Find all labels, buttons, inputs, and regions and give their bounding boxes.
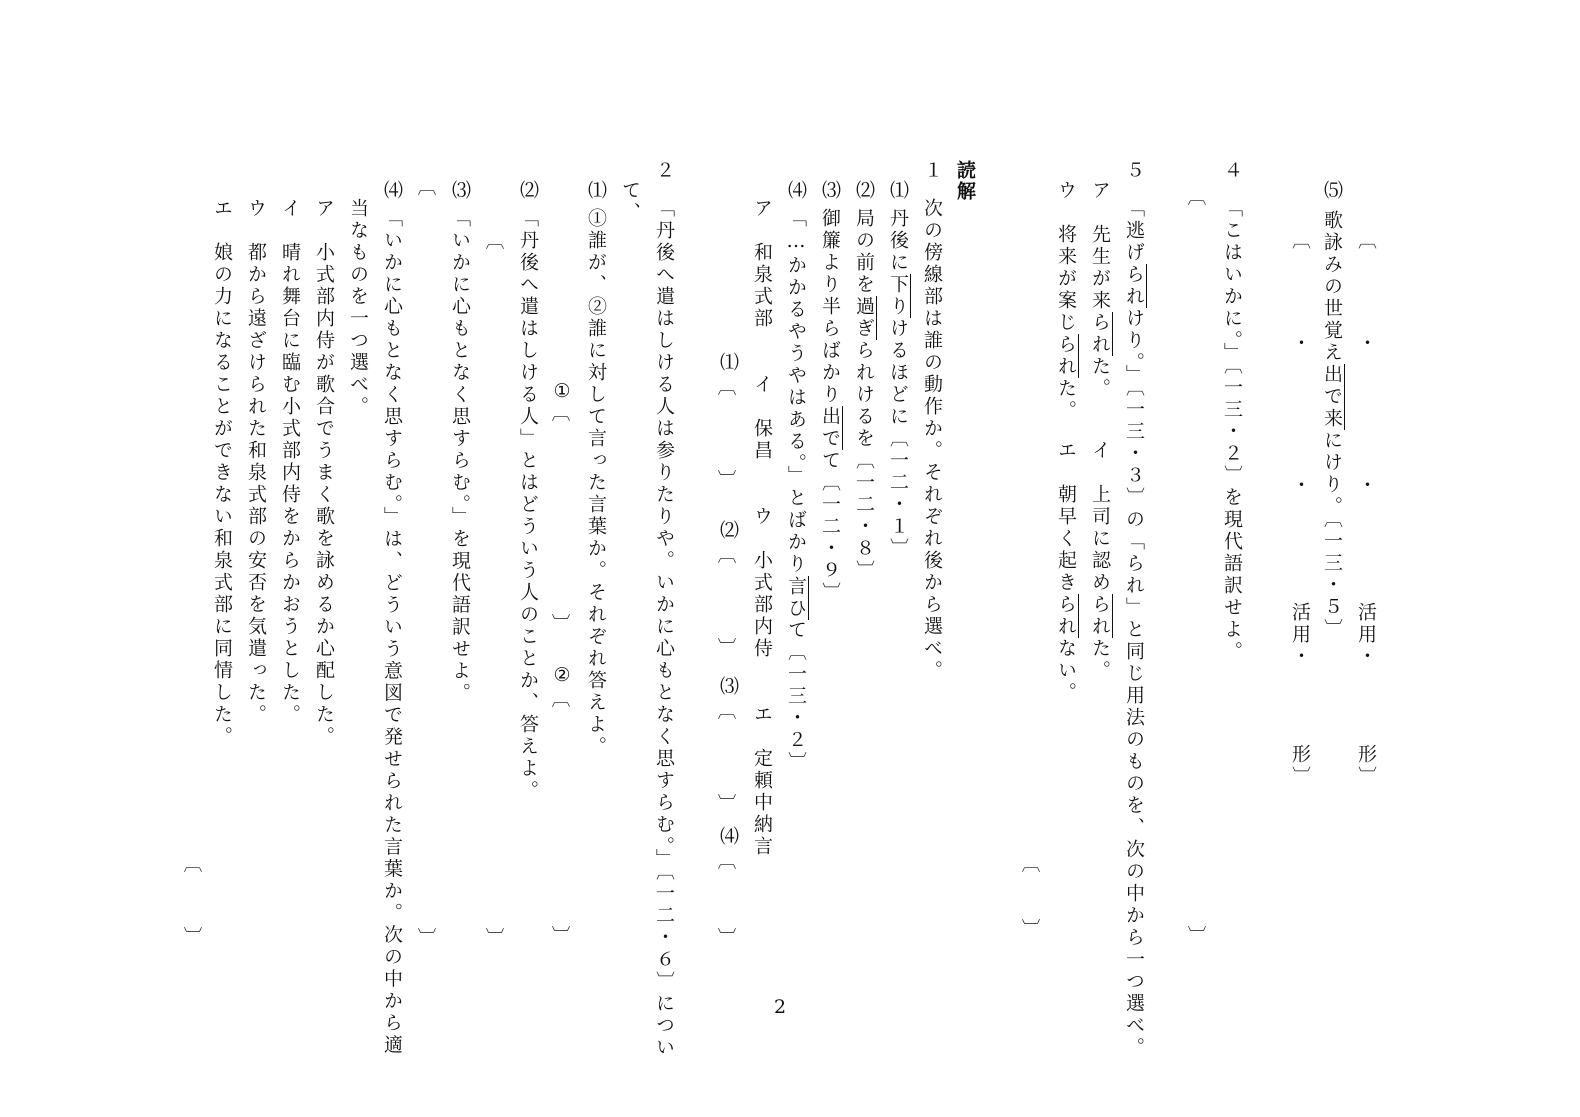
choice-text: エ 朝早く起き <box>1055 440 1077 594</box>
q1-item-4 <box>786 180 805 774</box>
underlined-word: 下り <box>887 274 909 318</box>
item-text: けるほどに〔一二・１〕 <box>887 318 909 560</box>
question-4-number: ４ <box>1221 160 1243 182</box>
answer-label-2: ⑵ <box>717 520 739 542</box>
answer-dot: ・ <box>1289 333 1311 355</box>
q2-item-2 <box>518 180 537 802</box>
item-label: ⑶ <box>819 180 841 202</box>
answer-label-1: ⑴ <box>717 352 739 374</box>
item-label: ⑵ <box>517 180 539 202</box>
item-text: 局の前を <box>853 208 875 296</box>
choice-a <box>1090 180 1109 400</box>
item-text: 「逃げ <box>1123 198 1145 264</box>
item-text: ①誰が、②誰に対して言った言葉か。それぞれ答えよ。 <box>585 208 607 758</box>
underlined-word: 言ひ <box>785 575 807 620</box>
answer-label-q2-1: ① <box>551 380 573 405</box>
q2-item-3 <box>450 180 469 705</box>
item-text: て〔一二・９〕 <box>819 450 841 604</box>
choice-text: ウ 将来が案じ <box>1055 180 1077 334</box>
underlined-word: られ <box>1089 312 1111 356</box>
answer-box-q2-4 <box>182 855 204 947</box>
item-text: 「いかに心もとなく思すらむ。」は、どういう意図で発せられた言葉か。次の中から適 <box>381 208 403 1057</box>
item-text: にけり。〔一三・５〕 <box>1321 430 1343 641</box>
question-5-text <box>1124 198 1143 1059</box>
answer-box-close <box>1186 862 1208 946</box>
q2-item-4-line2: 当なものを一つ選べ。 <box>347 198 369 418</box>
answer-box-q2-2-long <box>484 232 506 948</box>
item-label: ⑵ <box>853 180 875 202</box>
item-text: 丹後に <box>887 208 909 274</box>
underlined-word: 出で来 <box>1321 364 1343 430</box>
answer-box-q2-1 <box>550 404 572 634</box>
question-2-number: ２ <box>653 160 675 182</box>
question-4-text: 「こはいかに。」〔一三・２〕を現代語訳せよ。 <box>1221 198 1243 663</box>
q2-4-choice-b: イ 晴れ舞台に臨む小式部内侍をからかおうとした。 <box>279 198 301 726</box>
answer-box-q2-3 <box>416 178 438 948</box>
choice-text: ア 先生が来 <box>1089 180 1111 312</box>
q2-item-1 <box>586 180 605 758</box>
item-text: 御簾より半らばかり <box>819 208 841 406</box>
answer-box-open <box>1186 188 1208 272</box>
item-5-text <box>1322 180 1341 641</box>
q2-4-choice-a: ア 小式部内侍が歌合でうまく歌を詠めるか心配した。 <box>313 198 335 748</box>
q1-item-3 <box>820 180 839 604</box>
answer-label-q2-2: ② <box>551 664 573 689</box>
q1-choices: ア 和泉式部 イ 保昌 ウ 小式部内侍 エ 定頼中納言 <box>751 198 773 858</box>
item-text: られけるを〔一二・８〕 <box>853 340 875 582</box>
q1-item-2 <box>854 180 873 582</box>
question-2-text-line2: て、 <box>619 180 641 224</box>
choice-text: ない。 <box>1055 638 1077 704</box>
choice-text: た。 <box>1089 638 1111 682</box>
q2-4-choice-d: エ 娘の力になることができない和泉式部に同情した。 <box>211 198 233 748</box>
choice-text: た。 <box>1089 356 1111 400</box>
question-1-text: 次の傍線部は誰の動作か。それぞれ後から選べ。 <box>921 198 943 682</box>
underlined-word: られ <box>1089 594 1111 638</box>
answer-conjugation-label: 活用・ <box>1289 602 1311 668</box>
q2-item-4-line1 <box>382 180 401 1057</box>
item-label: ⑷ <box>381 180 403 202</box>
section-heading: 読解 <box>954 160 976 202</box>
answer-label-3: ⑶ <box>717 676 739 698</box>
q1-item-1 <box>888 180 907 560</box>
answer-dot: ・ <box>1289 475 1311 497</box>
item-label: ⑷ <box>785 180 807 202</box>
item-label: ⑴ <box>585 180 607 202</box>
underlined-word: られ <box>1123 264 1145 308</box>
item-text: て〔一三・２〕 <box>785 619 807 774</box>
choice-c <box>1056 180 1075 422</box>
answer-dot: ・ <box>1355 475 1377 497</box>
question-2-text-line1: 「丹後へ遣はしける人は参りたりや。いかに心もとなく思すらむ。」〔一二・６〕につい <box>653 198 675 1059</box>
answer-box-1 <box>716 378 738 490</box>
item-label: ⑸ <box>1321 180 1343 202</box>
underlined-word: られ <box>1055 594 1077 638</box>
answer-box-4 <box>716 852 738 948</box>
choice-d <box>1056 440 1075 704</box>
answer-form-label: 形〕 <box>1289 744 1311 788</box>
question-1-number: １ <box>921 160 943 182</box>
choice-text: た。 <box>1055 378 1077 422</box>
underlined-word: 過ぎ <box>853 296 875 340</box>
choice-b <box>1090 440 1109 682</box>
answer-box-2 <box>716 546 738 658</box>
item-text: 「丹後へ遣はしける人」とはどういう人のことか、答えよ。 <box>517 208 539 802</box>
item-text: けり。」〔一三・３〕の「られ」と同じ用法のものを、次の中から一つ選べ。 <box>1123 308 1145 1059</box>
item-label: ⑴ <box>887 180 909 202</box>
page-number: 2 <box>773 996 787 1018</box>
answer-box <box>1020 855 1042 939</box>
answer-dot: ・ <box>1355 333 1377 355</box>
choice-text: イ 上司に認め <box>1089 440 1111 594</box>
item-text: 「いかに心もとなく思すらむ。」を現代語訳せよ。 <box>449 208 471 705</box>
q2-4-choice-c: ウ 都から遠ざけられた和泉式部の安否を気遣った。 <box>245 198 267 726</box>
answer-form-label: 形〕 <box>1355 744 1377 788</box>
answer-box-q2-2 <box>550 690 572 946</box>
item-label: ⑶ <box>449 180 471 202</box>
answer-conjugation-label: 活用・ <box>1355 602 1377 668</box>
underlined-word: 出で <box>819 406 841 450</box>
item-text: 歌詠みの世覚え <box>1321 210 1343 364</box>
answer-label-4: ⑷ <box>717 826 739 848</box>
answer-bracket-open: 〔 <box>1355 230 1377 252</box>
item-text: 「…かかるやうやはある。」とばかり <box>785 208 807 576</box>
underlined-word: られ <box>1055 334 1077 378</box>
question-5-number: ５ <box>1123 160 1145 182</box>
answer-bracket-open: 〔 <box>1289 230 1311 252</box>
answer-box-3 <box>716 702 738 814</box>
